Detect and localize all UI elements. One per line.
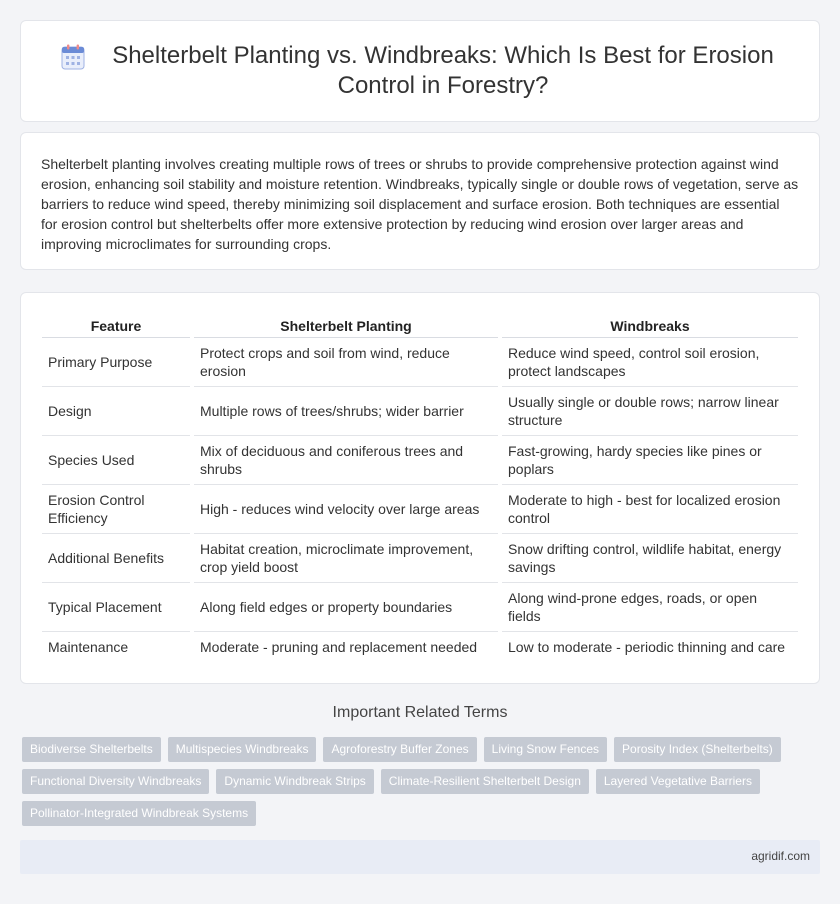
feature-cell: Maintenance: [42, 631, 192, 662]
intro-paragraph: Shelterbelt planting involves creating multiple rows of trees or shrubs to provide comprehensive protection against wind erosion, enhancing soil stability and moisture retention. Windbreaks, typically single or double rows of vegetation, serve as barriers to reduce wind speed, thereby minimizing soil displacement and surface erosion. Both techniques are essential for erosion control but shelterbelts offer more extensive protection by reducing wind erosion over larger areas and improving microclimates for surrounding crops.: [41, 156, 799, 252]
intro-card: [20, 132, 820, 270]
related-term-tag[interactable]: Layered Vegetative Barriers: [596, 769, 760, 794]
title-card: [20, 20, 820, 122]
related-terms-list: [22, 737, 812, 833]
site-link[interactable]: agridif.com: [751, 849, 810, 863]
column-header-shelterbelt: Shelterbelt Planting: [192, 315, 500, 337]
shelterbelt-cell: Moderate - pruning and replacement needed: [192, 631, 500, 662]
windbreaks-cell: Usually single or double rows; narrow linear structure: [500, 386, 798, 435]
related-term-tag[interactable]: Living Snow Fences: [484, 737, 607, 762]
feature-cell: Additional Benefits: [42, 533, 192, 582]
table-row: [42, 631, 798, 662]
feature-cell: Species Used: [42, 435, 192, 484]
related-term-tag[interactable]: Porosity Index (Shelterbelts): [614, 737, 781, 762]
column-header-feature: Feature: [42, 315, 192, 337]
table-row: [42, 386, 798, 435]
calendar-icon: [61, 44, 85, 70]
table-row: [42, 337, 798, 386]
feature-cell: Typical Placement: [42, 582, 192, 631]
shelterbelt-cell: Multiple rows of trees/shrubs; wider barrier: [192, 386, 500, 435]
feature-cell: Design: [42, 386, 192, 435]
feature-cell: Erosion Control Efficiency: [42, 484, 192, 533]
windbreaks-cell: Reduce wind speed, control soil erosion, protect landscapes: [500, 337, 798, 386]
related-term-tag[interactable]: Climate-Resilient Shelterbelt Design: [381, 769, 589, 794]
footer-bar: [20, 840, 820, 874]
column-header-windbreaks: Windbreaks: [500, 315, 798, 337]
windbreaks-cell: Fast-growing, hardy species like pines or poplars: [500, 435, 798, 484]
windbreaks-cell: Along wind-prone edges, roads, or open fields: [500, 582, 798, 631]
related-term-tag[interactable]: Biodiverse Shelterbelts: [22, 737, 161, 762]
shelterbelt-cell: Mix of deciduous and coniferous trees and shrubs: [192, 435, 500, 484]
related-terms-title: Important Related Terms: [332, 704, 508, 721]
windbreaks-cell: Moderate to high - best for localized erosion control: [500, 484, 798, 533]
related-term-tag[interactable]: Functional Diversity Windbreaks: [22, 769, 209, 794]
shelterbelt-cell: Along field edges or property boundaries: [192, 582, 500, 631]
table-header-row: [42, 315, 798, 337]
shelterbelt-cell: Protect crops and soil from wind, reduce erosion: [192, 337, 500, 386]
windbreaks-cell: Snow drifting control, wildlife habitat, energy savings: [500, 533, 798, 582]
feature-cell: Primary Purpose: [42, 337, 192, 386]
related-term-tag[interactable]: Agroforestry Buffer Zones: [323, 737, 476, 762]
page-title: Shelterbelt Planting vs. Windbreaks: Which Is Best for Erosion Control in Forestry?: [112, 42, 774, 99]
table-row: [42, 435, 798, 484]
windbreaks-cell: Low to moderate - periodic thinning and care: [508, 638, 786, 655]
related-term-tag[interactable]: Multispecies Windbreaks: [168, 737, 317, 762]
related-term-tag[interactable]: Dynamic Windbreak Strips: [216, 769, 373, 794]
related-term-tag[interactable]: Pollinator-Integrated Windbreak Systems: [22, 801, 256, 826]
comparison-table: [42, 315, 798, 662]
comparison-table-card: [20, 292, 820, 684]
table-row: [42, 484, 798, 533]
shelterbelt-cell: High - reduces wind velocity over large areas: [192, 484, 500, 533]
table-row: [42, 533, 798, 582]
table-row: [42, 582, 798, 631]
shelterbelt-cell: Habitat creation, microclimate improvement, crop yield boost: [192, 533, 500, 582]
